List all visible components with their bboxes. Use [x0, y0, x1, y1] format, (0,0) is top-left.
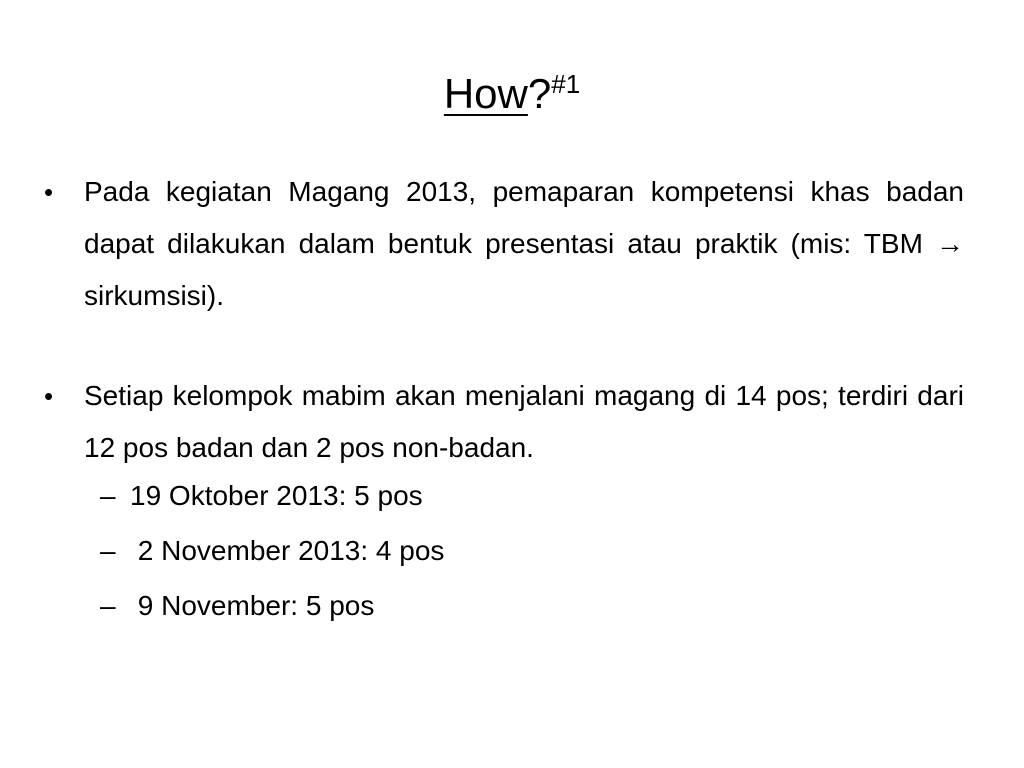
sub-item-text: 9 November: 5 pos: [130, 590, 375, 621]
dash-marker: –: [100, 590, 116, 621]
sub-list-item: [100, 580, 960, 632]
bullet-text: Setiap kelompok mabim akan menjalani magang di 14 pos; terdiri dari 12 pos badan dan 2 pos non-badan.: [84, 380, 964, 463]
dash-marker: –: [100, 535, 116, 566]
bullet-text-part: sirkumsisi).: [84, 280, 224, 311]
bullet-marker: •: [44, 177, 54, 207]
sub-list-item: [100, 470, 960, 522]
slide-title: [0, 66, 1024, 122]
arrow-icon: →: [936, 228, 964, 259]
bullet-text: [84, 166, 964, 322]
bullet-item: [44, 370, 964, 474]
bullet-marker: •: [44, 381, 54, 411]
bullet-text-part: Pada kegiatan Magang 2013, pemaparan kompetensi khas badan dapat dilakukan dalam bentuk presentasi atau praktik (mis: TBM: [84, 176, 964, 259]
sub-list-item: [100, 525, 960, 577]
title-superscript: #1: [551, 69, 581, 99]
title-word: How: [443, 70, 528, 117]
bullet-item: [44, 166, 964, 322]
title-question-mark: ?: [527, 70, 552, 117]
sub-item-text: 2 November 2013: 4 pos: [130, 535, 445, 566]
sub-item-text: 19 Oktober 2013: 5 pos: [130, 480, 423, 511]
dash-marker: –: [100, 480, 116, 511]
